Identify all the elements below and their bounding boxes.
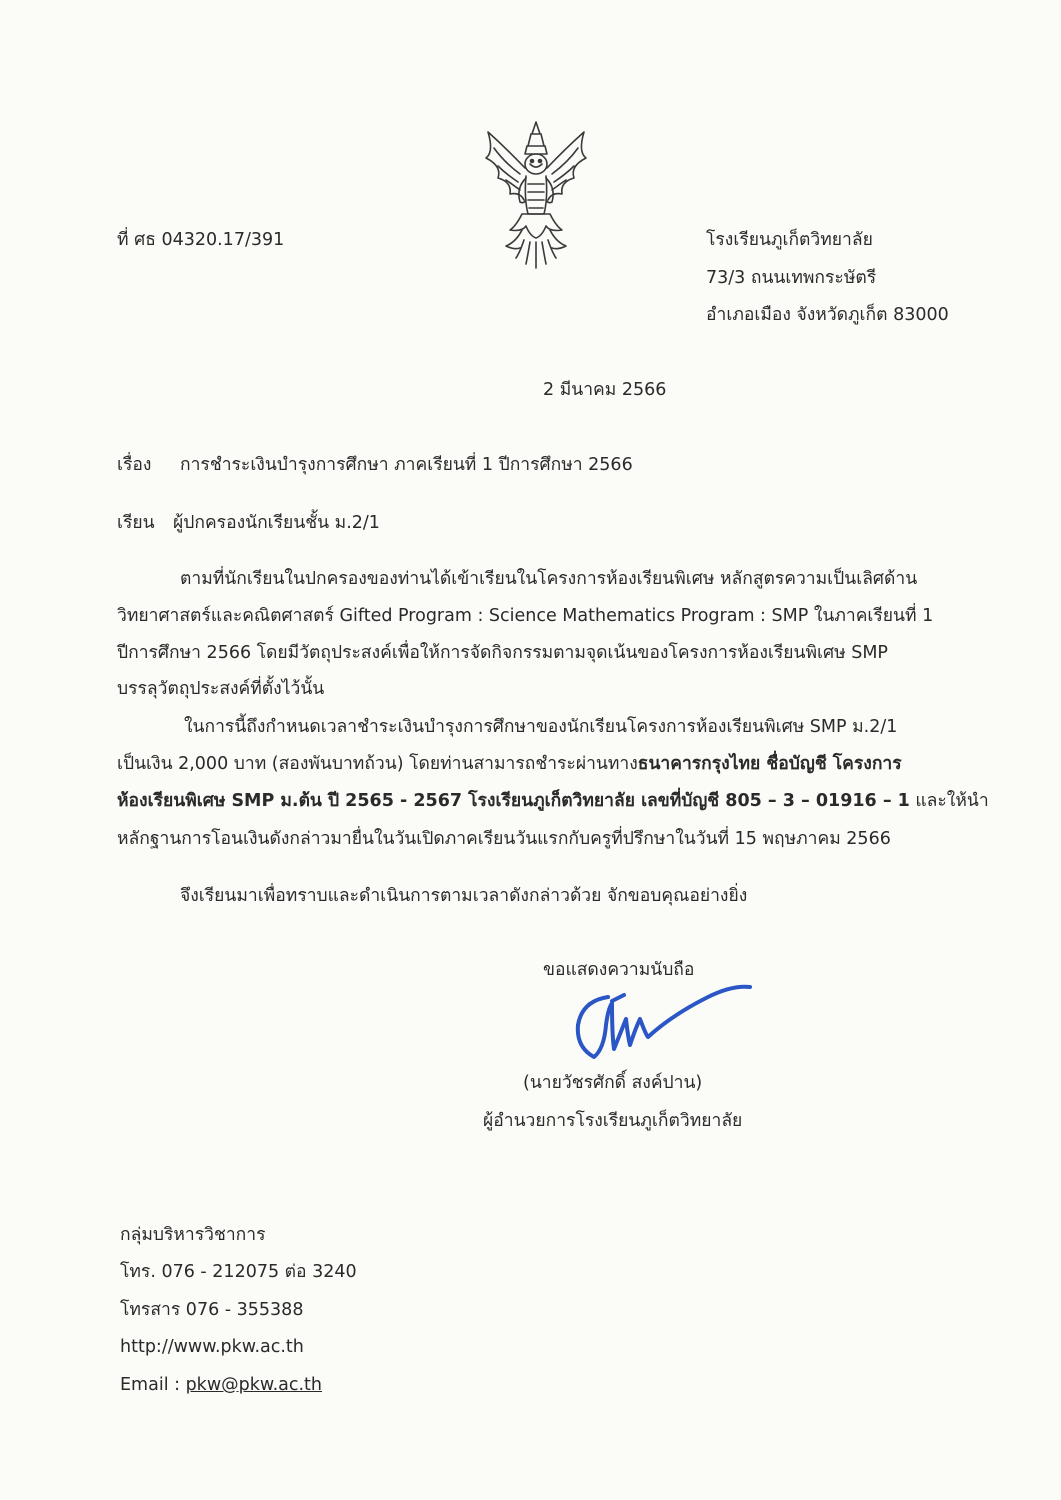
para1-line1: ตามที่นักเรียนในปกครองของท่านได้เข้าเรียนในโครงการห้องเรียนพิเศษ หลักสูตรความเป็นเลิศด้าน: [180, 569, 918, 589]
email-line: [120, 1374, 322, 1396]
reference-number: ที่ ศธ 04320.17/391: [117, 230, 285, 250]
signatory-position: ผู้อำนวยการโรงเรียนภูเก็ตวิทยาลัย: [483, 1111, 743, 1131]
recipient-text: ผู้ปกครองนักเรียนชั้น ม.2/1: [173, 513, 380, 533]
para1-line4: บรรลุวัตถุประสงค์ที่ตั้งไว้นั้น: [117, 679, 325, 699]
subject-label: เรื่อง: [117, 455, 152, 475]
para2-line3-text: และให้นำ: [909, 791, 989, 811]
address-line-2: อำเภอเมือง จังหวัดภูเก็ต 83000: [706, 305, 949, 325]
website-link[interactable]: http://www.pkw.ac.th: [120, 1337, 304, 1357]
signatory-name: (นายวัชรศักดิ์ สงค์ปาน): [523, 1073, 703, 1093]
email-link[interactable]: pkw@pkw.ac.th: [185, 1375, 323, 1395]
account-details: ห้องเรียนพิเศษ SMP ม.ต้น ปี 2565 - 2567 โรงเรียนภูเก็ตวิทยาลัย เลขที่บัญชี 805 – 3 – 01916 – 1: [117, 791, 910, 811]
para2-line2-text: เป็นเงิน 2,000 บาท (สองพันบาทถ้วน) โดยท่านสามารถชำระผ่านทาง: [117, 754, 638, 774]
para2-line4: หลักฐานการโอนเงินดังกล่าวมายื่นในวันเปิดภาคเรียนวันแรกกับครูที่ปรึกษาในวันที่ 15 พฤษภาคม 2566: [117, 829, 891, 849]
para1-line3: ปีการศึกษา 2566 โดยมีวัตถุประสงค์เพื่อให้การจัดกิจกรรมตามจุดเน้นของโครงการห้องเรียนพิเศษ SMP: [117, 643, 888, 663]
closing-line: จึงเรียนมาเพื่อทราบและดำเนินการตามเวลาดังกล่าวด้วย จักขอบคุณอย่างยิ่ง: [180, 886, 748, 906]
subject-text: การชำระเงินบำรุงการศึกษา ภาคเรียนที่ 1 ปีการศึกษา 2566: [180, 455, 633, 475]
para2-line2: [117, 753, 902, 775]
para2-line1: ในการนี้ถึงกำหนดเวลาชำระเงินบำรุงการศึกษาของนักเรียนโครงการห้องเรียนพิเศษ SMP ม.2/1: [184, 717, 898, 737]
school-name: โรงเรียนภูเก็ตวิทยาลัย: [706, 230, 873, 250]
bank-name: ธนาคารกรุงไทย ชื่อบัญชี โครงการ: [637, 754, 902, 774]
handwritten-signature: [568, 975, 758, 1075]
phone-number: โทร. 076 - 212075 ต่อ 3240: [120, 1262, 357, 1282]
letter-date: 2 มีนาคม 2566: [543, 380, 667, 400]
email-label: Email :: [120, 1375, 186, 1395]
para1-line2: วิทยาศาสตร์และคณิตศาสตร์ Gifted Program : Science Mathematics Program : SMP ในภาคเรียนที่ 1: [117, 606, 934, 626]
garuda-emblem-icon: [476, 118, 596, 270]
address-line-1: 73/3 ถนนเทพกระษัตรี: [706, 268, 877, 288]
recipient-label: เรียน: [117, 513, 155, 533]
department-name: กลุ่มบริหารวิชาการ: [120, 1225, 266, 1245]
salutation: ขอแสดงความนับถือ: [543, 960, 695, 980]
fax-number: โทรสาร 076 - 355388: [120, 1300, 304, 1320]
para2-line3: [117, 790, 989, 812]
